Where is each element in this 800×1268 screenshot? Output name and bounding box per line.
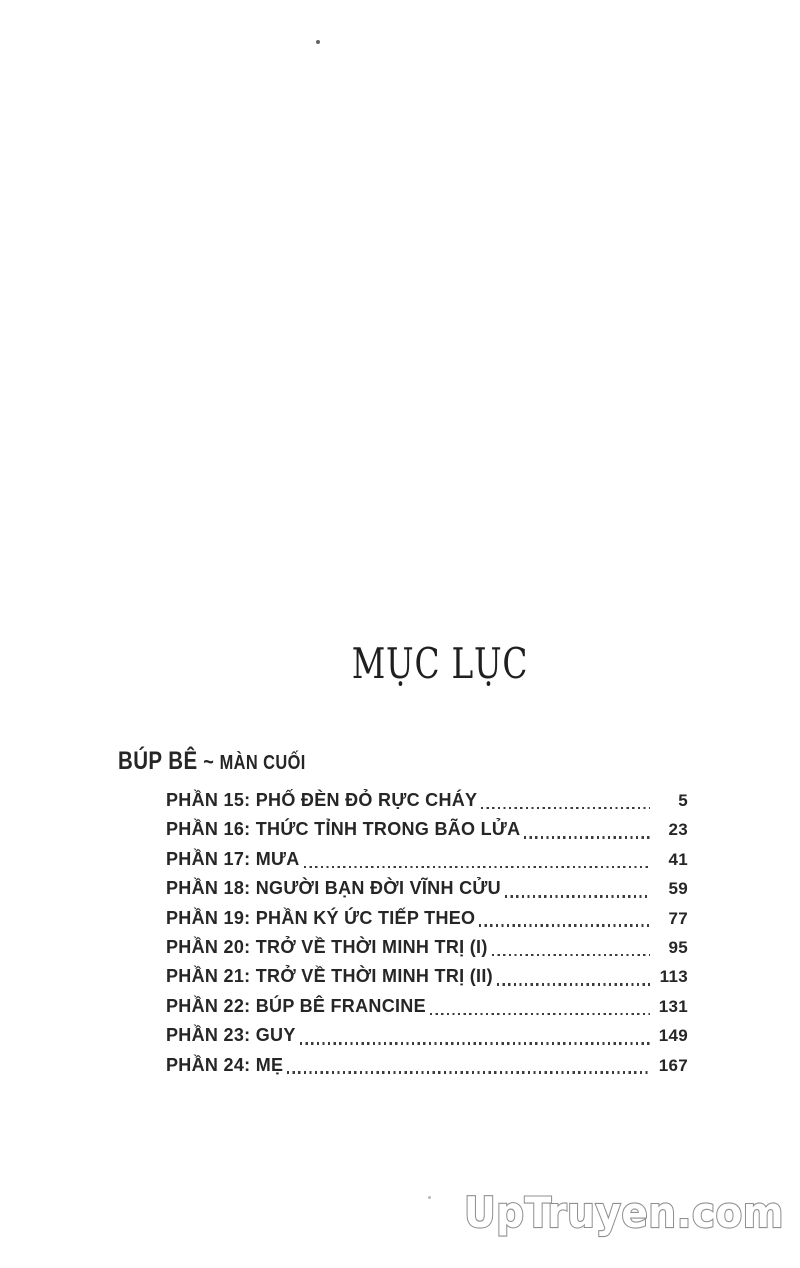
toc-entry <box>166 992 688 1021</box>
toc-entry-page: 77 <box>668 908 688 928</box>
toc-entry-page: 113 <box>659 967 688 987</box>
leader-dots <box>524 836 650 839</box>
toc-entry-page: 149 <box>658 1026 688 1046</box>
leader-dots <box>492 954 650 957</box>
toc-entry-page: 131 <box>658 996 688 1016</box>
series-subtitle: MÀN CUỐI <box>219 752 306 774</box>
scan-speck <box>428 1196 431 1199</box>
series-title: BÚP BÊ <box>118 747 198 775</box>
toc-entry-label: PHẦN 20: TRỞ VỀ THỜI MINH TRỊ (I) <box>166 936 488 957</box>
leader-dots <box>497 983 650 986</box>
toc-entry-label: PHẦN 16: THỨC TỈNH TRONG BÃO LỬA <box>166 819 521 840</box>
toc-entry-label: PHẦN 18: NGƯỜI BẠN ĐỜI VĨNH CỬU <box>166 878 501 899</box>
tilde-separator: ~ <box>203 749 214 774</box>
toc-entry <box>166 786 688 815</box>
toc-entry-page: 95 <box>668 937 688 957</box>
toc-entry-label: PHẦN 17: MƯA <box>166 848 300 869</box>
toc-entry <box>166 962 688 991</box>
leader-dots <box>287 1071 650 1074</box>
toc-entry <box>166 845 688 874</box>
page-title-text: MỤC LỤC <box>351 639 529 688</box>
toc-entry-label: PHẦN 24: MẸ <box>166 1054 284 1075</box>
toc-entry <box>166 1021 688 1050</box>
leader-dots <box>430 1013 650 1016</box>
toc-entry-page: 167 <box>658 1055 688 1075</box>
page-title <box>327 641 553 687</box>
leader-dots <box>304 866 650 869</box>
toc-entry-label: PHẦN 15: PHỐ ĐÈN ĐỎ RỰC CHÁY <box>166 790 478 810</box>
toc-entry <box>166 904 688 933</box>
leader-dots <box>505 895 650 898</box>
section-heading <box>118 747 306 776</box>
toc-entry <box>166 815 688 844</box>
toc-entry <box>166 933 688 962</box>
toc-entry-label: PHẦN 22: BÚP BÊ FRANCINE <box>166 995 426 1016</box>
toc-entry-label: PHẦN 21: TRỞ VỀ THỜI MINH TRỊ (II) <box>166 966 493 987</box>
leader-dots <box>481 807 650 810</box>
toc-entry-label: PHẦN 19: PHẦN KÝ ỨC TIẾP THEO <box>166 907 476 928</box>
leader-dots <box>479 924 650 927</box>
toc-entry-page: 59 <box>668 879 688 899</box>
toc-entry-page: 23 <box>668 820 688 840</box>
toc-entry <box>166 874 688 903</box>
toc-entry-label: PHẦN 23: GUY <box>166 1025 296 1046</box>
leader-dots <box>300 1042 650 1045</box>
toc-entry-page: 41 <box>668 849 688 869</box>
toc-entry <box>166 1051 688 1080</box>
scan-speck <box>316 40 320 44</box>
toc-entry-page: 5 <box>678 791 688 810</box>
toc-list <box>166 786 688 1080</box>
watermark: UpTruyen.com <box>464 1188 784 1237</box>
